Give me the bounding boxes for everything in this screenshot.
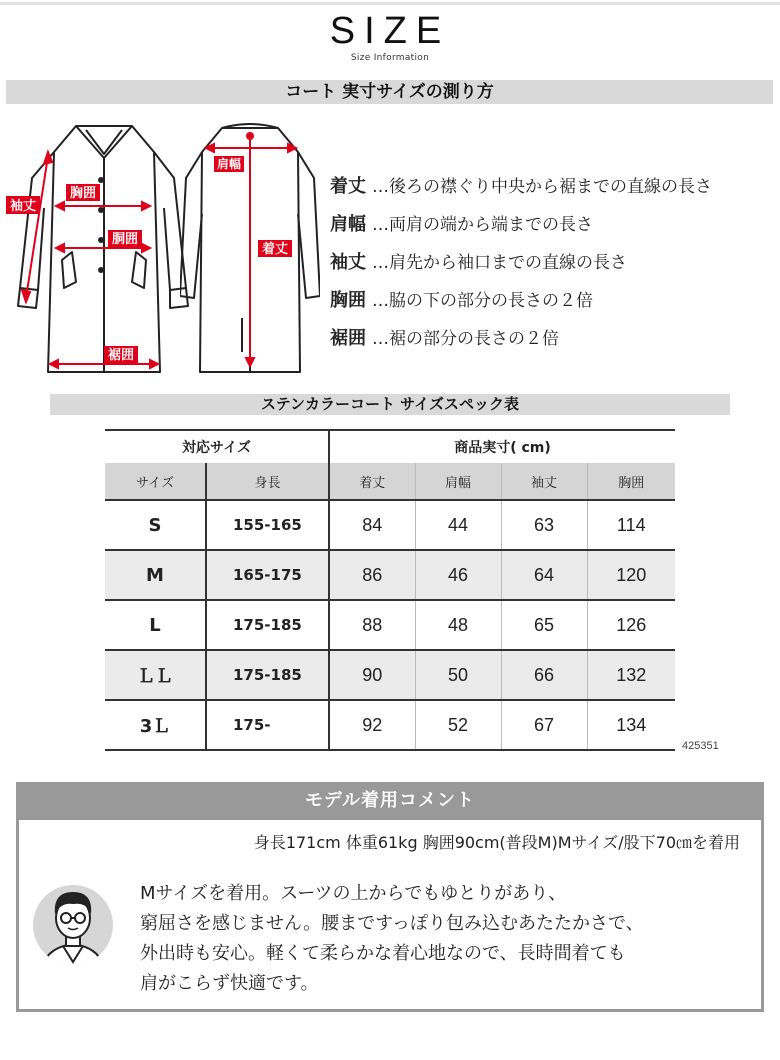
cell-sleeve: 64 [501,550,587,600]
cell-length: 88 [329,600,415,650]
definition-row [330,172,775,210]
group-header-size: 対応サイズ [105,430,329,463]
definition-row [330,248,775,286]
cell-length: 90 [329,650,415,700]
cell-sleeve: 66 [501,650,587,700]
model-comment-text [140,879,760,999]
label-hem: 裾囲 [107,348,135,363]
cell-height: 175- [206,700,329,750]
table-row [105,650,675,700]
comment-line: 外出時も安心。軽くて柔らかな着心地なので、長時間着ても [140,943,626,964]
cell-chest: 134 [587,700,675,750]
model-specs: 身長171cm 体重61kg 胸囲90cm(普段M)Mサイズ/股下70㎝を着用 [253,833,740,852]
label-shoulder: 肩幅 [216,157,242,171]
cell-size: S [105,500,206,550]
cell-sleeve: 65 [501,600,587,650]
table-row [105,700,675,750]
column-header: 胸囲 [587,463,675,500]
definition-text: …両肩の端から端までの長さ [372,215,593,235]
comment-line: Mサイズを着用。スーツの上からでもゆとりがあり、 [140,883,567,904]
definition-term: 裾囲 [330,328,366,349]
cell-height: 165-175 [206,550,329,600]
definition-term: 肩幅 [330,214,366,235]
table-row [105,500,675,550]
cell-length: 86 [329,550,415,600]
comment-line: 窮屈さを感じません。腰まですっぽり包み込むあたたかさで、 [140,913,644,934]
cell-shoulder: 48 [415,600,501,650]
definition-text: …脇の下の部分の長さの２倍 [372,291,593,311]
cell-chest: 114 [587,500,675,550]
cell-height: 175-185 [206,650,329,700]
table-row [105,600,675,650]
table-row [105,550,675,600]
group-header-measure: 商品実寸( cm) [329,430,675,463]
definition-text: …肩先から袖口までの直線の長さ [372,253,627,273]
product-code: 425351 [682,740,719,752]
column-header: サイズ [105,463,206,500]
column-header: 身長 [206,463,329,500]
coat-front-diagram [4,118,189,378]
cell-chest: 120 [587,550,675,600]
cell-size: M [105,550,206,600]
page-title: SIZE [329,10,451,52]
table-column-header [105,463,675,500]
model-comment-title: モデル着用コメント [16,782,764,820]
cell-size: 3Ｌ [105,700,206,750]
definition-term: 着丈 [330,176,366,197]
top-divider [0,2,780,5]
coat-back-diagram [180,118,320,378]
measurement-definitions [330,172,775,362]
cell-shoulder: 52 [415,700,501,750]
cell-height: 175-185 [206,600,329,650]
model-avatar-icon [33,878,113,972]
cell-shoulder: 44 [415,500,501,550]
page-subtitle: Size Information [350,53,430,63]
label-waist: 胴囲 [111,232,139,247]
definition-row [330,286,775,324]
label-sleeve: 袖丈 [9,199,37,214]
cell-chest: 126 [587,600,675,650]
cell-size: L [105,600,206,650]
label-chest: 胸囲 [69,186,97,201]
cell-length: 92 [329,700,415,750]
cell-chest: 132 [587,650,675,700]
column-header: 肩幅 [415,463,501,500]
definition-term: 袖丈 [330,252,366,273]
cell-length: 84 [329,500,415,550]
label-length: 着丈 [261,242,289,257]
definition-text: …後ろの襟ぐり中央から裾までの直線の長さ [372,177,712,197]
definition-term: 胸囲 [330,290,366,311]
column-header: 着丈 [329,463,415,500]
comment-line: 肩がこらず快適です。 [140,973,319,994]
definition-text: …裾の部分の長さの２倍 [372,329,559,349]
spec-table-title: ステンカラーコート サイズスペック表 [50,394,730,415]
cell-shoulder: 46 [415,550,501,600]
cell-sleeve: 67 [501,700,587,750]
cell-sleeve: 63 [501,500,587,550]
definition-row [330,324,775,362]
table-group-header [105,430,675,463]
size-spec-table [105,429,675,751]
definition-row [330,210,775,248]
column-header: 袖丈 [501,463,587,500]
cell-size: ＬＬ [105,650,206,700]
measure-section-title: コート 実寸サイズの測り方 [6,80,773,104]
cell-shoulder: 50 [415,650,501,700]
cell-height: 155-165 [206,500,329,550]
